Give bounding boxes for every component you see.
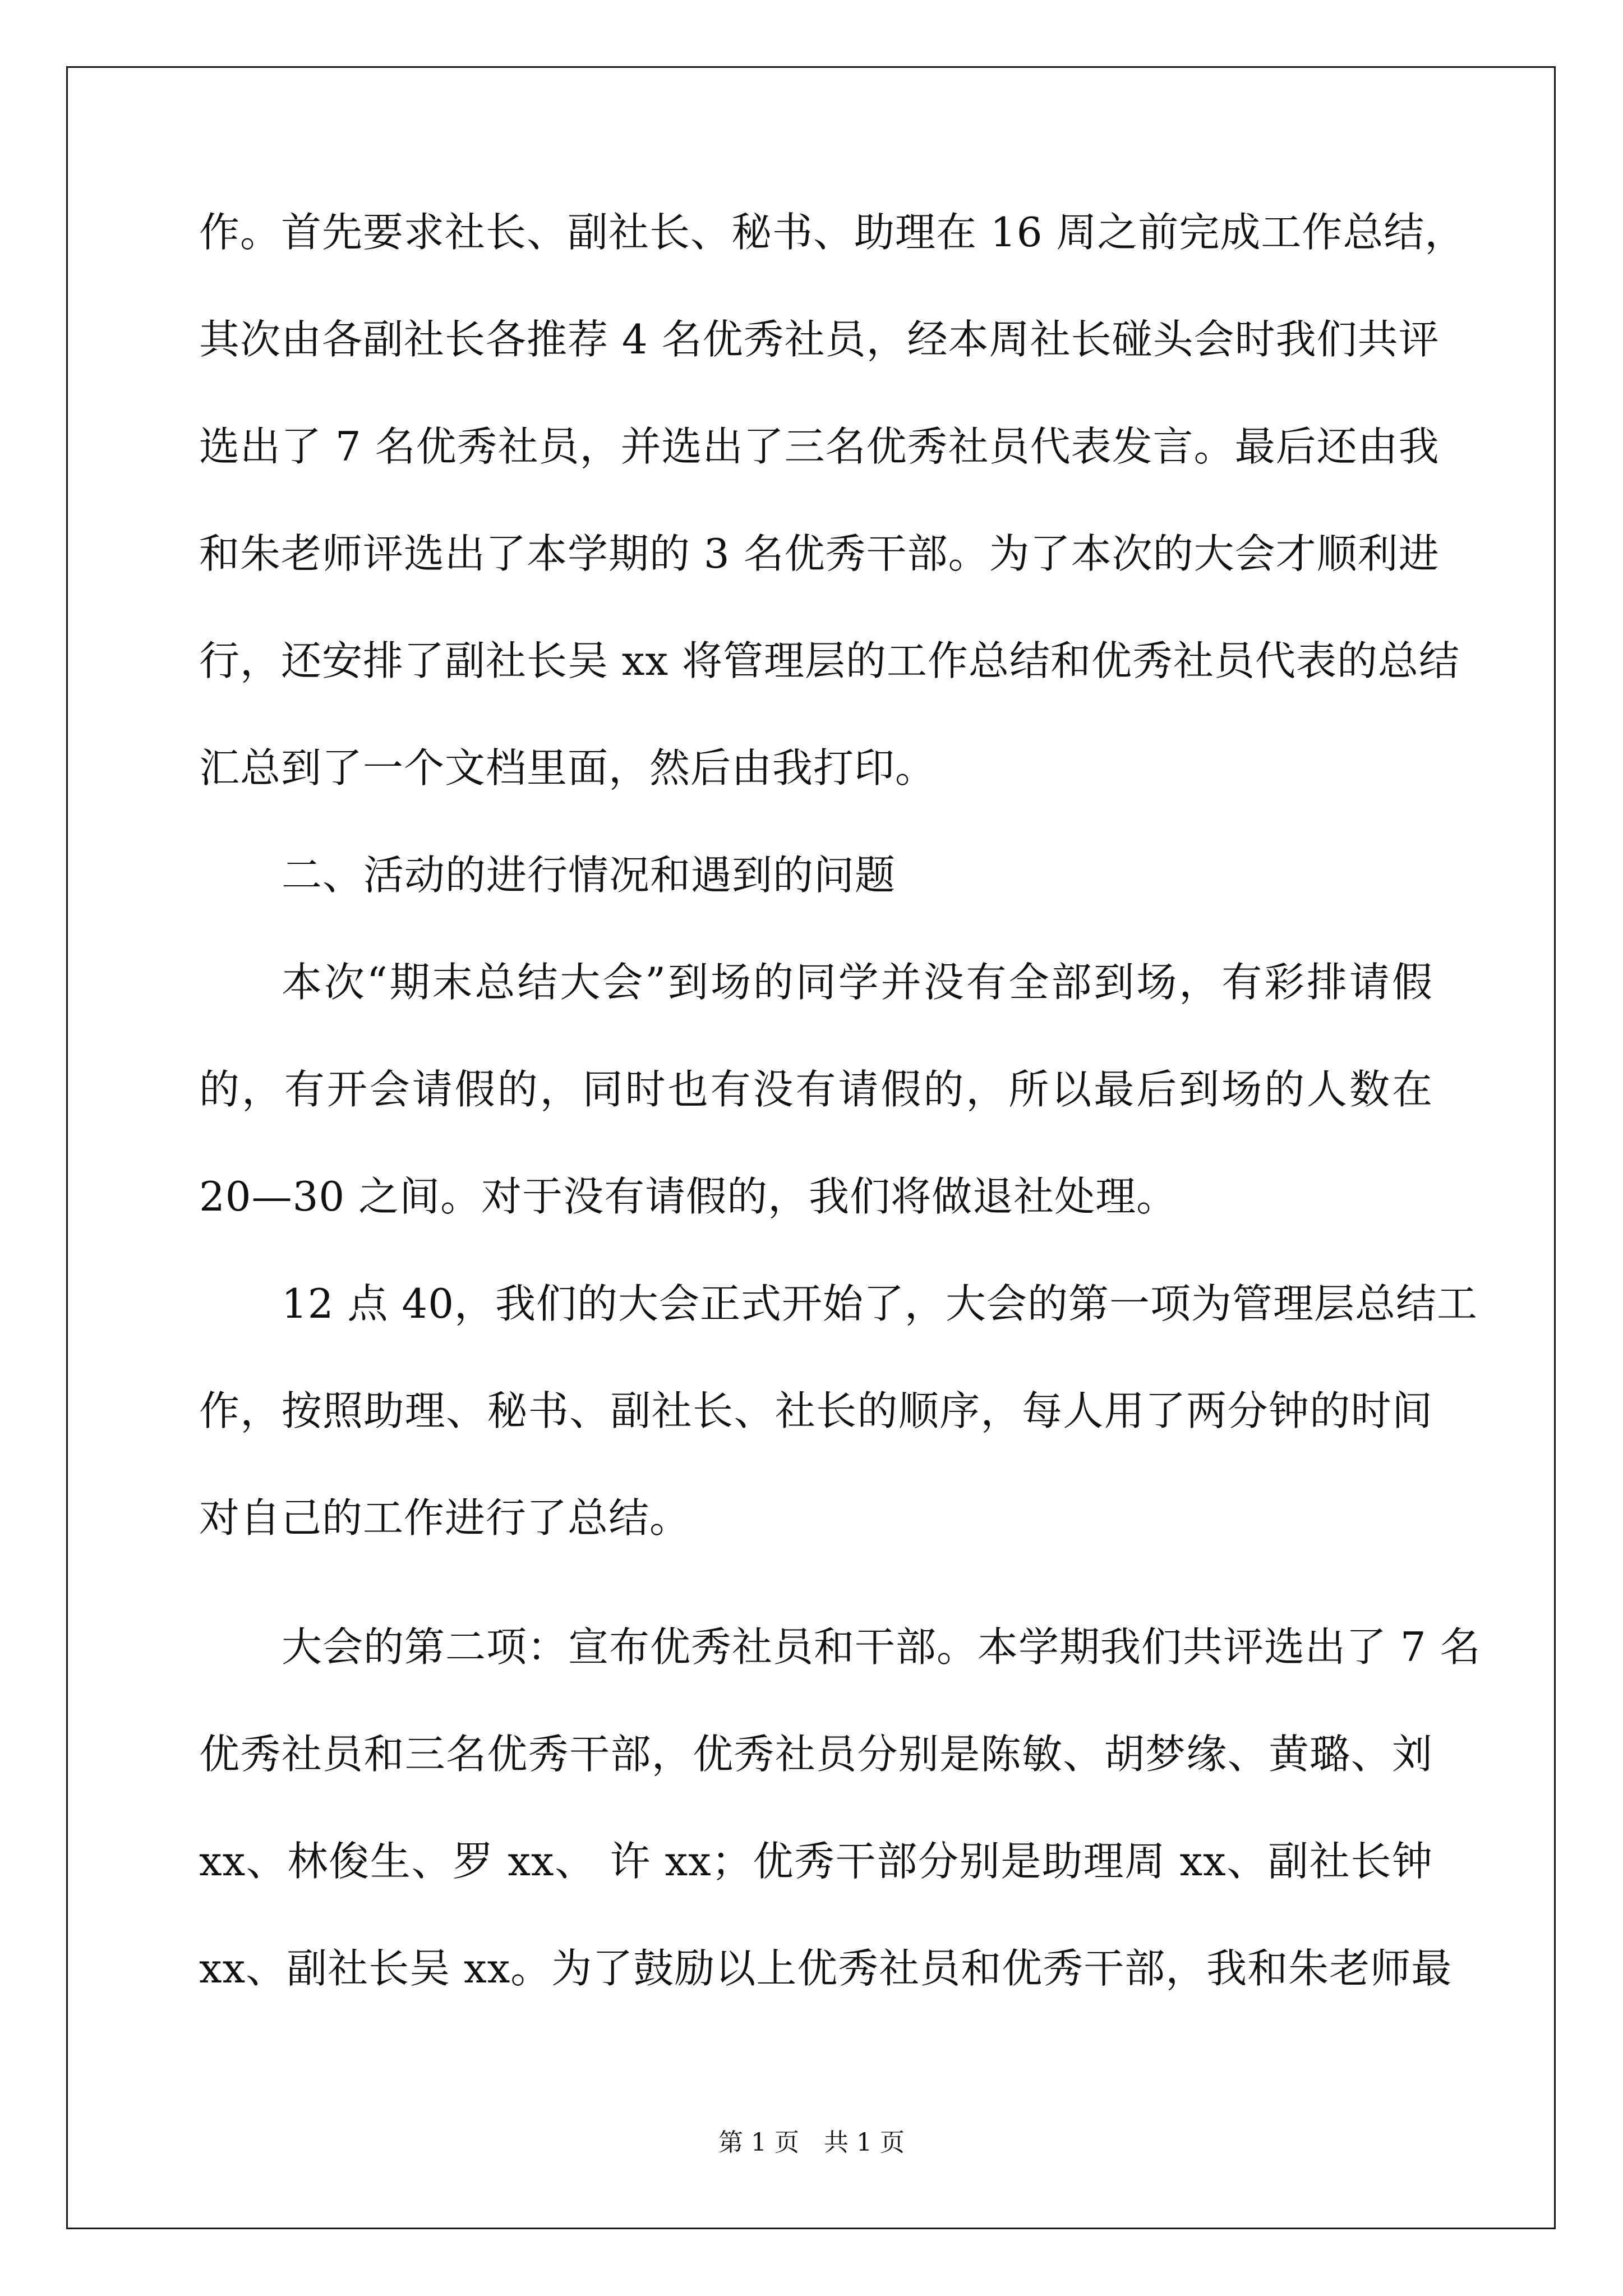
page-border — [66, 66, 1556, 2229]
text-line: 选出了 7 名优秀社员，并选出了三名优秀社员代表发言。最后还由我 — [199, 423, 1440, 470]
text-line: 的，有开会请假的，同时也有没有请假的，所以最后到场的人数在 — [199, 1066, 1433, 1113]
text-line: 20—30 之间。对于没有请假的，我们将做退社处理。 — [199, 1173, 1178, 1220]
text-line: xx、副社长吴 xx。为了鼓励以上优秀社员和优秀干部，我和朱老师最 — [199, 1945, 1453, 1992]
section-heading: 二、活动的进行情况和遇到的问题 — [282, 852, 896, 899]
page-footer: 第 1 页 共 1 页 — [718, 2128, 905, 2157]
text-line: 其次由各副社长各推荐 4 名优秀社员，经本周社长碰头会时我们共评 — [199, 316, 1440, 363]
text-line: 行，还安排了副社长吴 xx 将管理层的工作总结和优秀社员代表的总结 — [199, 637, 1460, 684]
text-line: 作。首先要求社长、副社长、秘书、助理在 16 周之前完成工作总结， — [199, 209, 1466, 256]
text-line: 汇总到了一个文档里面，然后由我打印。 — [199, 744, 937, 792]
text-line: 优秀社员和三名优秀干部，优秀社员分别是陈敏、胡梦缘、黄璐、刘 — [199, 1731, 1433, 1778]
text-line: 作，按照助理、秘书、副社长、社长的顺序，每人用了两分钟的时间 — [199, 1387, 1433, 1434]
text-line: 12 点 40，我们的大会正式开始了，大会的第一项为管理层总结工 — [282, 1280, 1478, 1327]
text-line: xx、林俊生、罗 xx、 许 xx；优秀干部分别是助理周 xx、副社长钟 — [199, 1838, 1433, 1885]
text-line: 对自己的工作进行了总结。 — [199, 1494, 691, 1542]
text-line: 本次“期末总结大会”到场的同学并没有全部到场，有彩排请假 — [282, 959, 1433, 1006]
text-line: 和朱老师评选出了本学期的 3 名优秀干部。为了本次的大会才顺利进 — [199, 530, 1440, 577]
text-line: 大会的第二项：宣布优秀社员和干部。本学期我们共评选出了 7 名 — [282, 1623, 1481, 1671]
